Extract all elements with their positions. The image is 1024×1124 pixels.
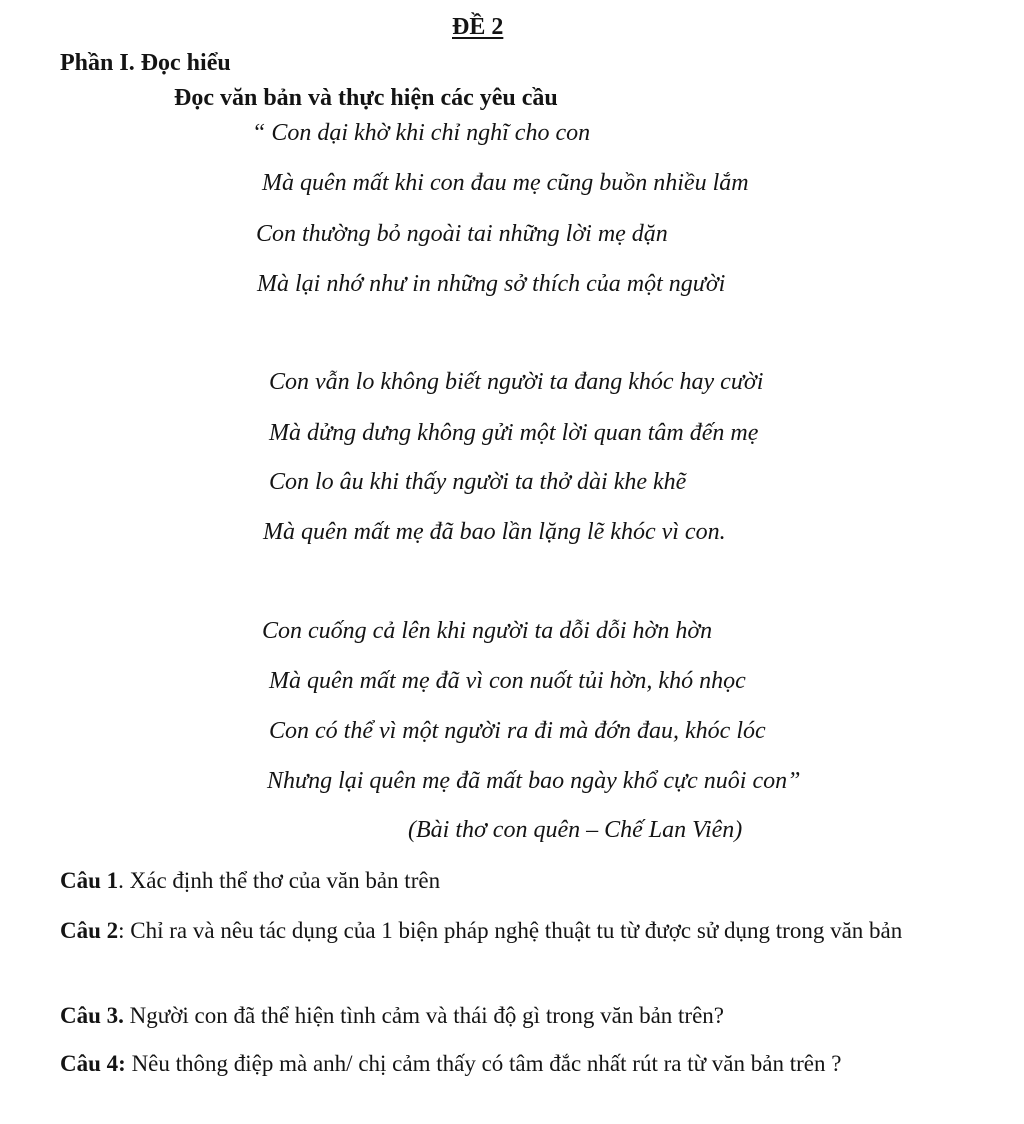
question-label: Câu 2 bbox=[60, 918, 119, 943]
exam-title: ĐỀ 2 bbox=[452, 14, 504, 40]
poem-line: Mà lại nhớ như in những sở thích của một người bbox=[257, 271, 726, 297]
poem-line: Con cuống cả lên khi người ta dỗi dỗi hờn hờn bbox=[262, 618, 713, 644]
question-label: Câu 1 bbox=[60, 868, 119, 893]
question-text: : Chỉ ra và nêu tác dụng của 1 biện pháp nghệ thuật tu từ được sử dụng trong văn bản bbox=[118, 918, 903, 943]
poem-line: Con lo âu khi thấy người ta thở dài khe khẽ bbox=[269, 469, 687, 495]
poem-source: (Bài thơ con quên – Chế Lan Viên) bbox=[408, 817, 743, 843]
question-text: Nêu thông điệp mà anh/ chị cảm thấy có tâm đắc nhất rút ra từ văn bản trên ? bbox=[125, 1051, 842, 1076]
question-2 bbox=[60, 913, 960, 949]
question-4 bbox=[60, 1051, 841, 1077]
section-heading: Phần I. Đọc hiểu bbox=[60, 50, 231, 76]
poem-line: Mà dửng dưng không gửi một lời quan tâm đến mẹ bbox=[269, 420, 759, 446]
poem-line: Con thường bỏ ngoài tai những lời mẹ dặn bbox=[256, 221, 668, 247]
question-label: Câu 4: bbox=[60, 1051, 126, 1076]
poem-line: Mà quên mất khi con đau mẹ cũng buồn nhiều lắm bbox=[262, 170, 749, 196]
poem-line: “ Con dại khờ khi chỉ nghĩ cho con bbox=[252, 120, 591, 146]
poem-line: Nhưng lại quên mẹ đã mất bao ngày khổ cực nuôi con” bbox=[267, 768, 801, 794]
question-text: . Xác định thể thơ của văn bản trên bbox=[118, 868, 441, 893]
poem-line: Mà quên mất mẹ đã vì con nuốt tủi hờn, khó nhọc bbox=[269, 668, 746, 694]
instruction-text: Đọc văn bản và thực hiện các yêu cầu bbox=[174, 85, 558, 111]
poem-line: Con có thể vì một người ra đi mà đớn đau, khóc lóc bbox=[269, 718, 766, 744]
poem-line: Con vẫn lo không biết người ta đang khóc hay cười bbox=[269, 369, 764, 395]
question-3 bbox=[60, 1003, 724, 1029]
poem-line: Mà quên mất mẹ đã bao lần lặng lẽ khóc vì con. bbox=[263, 519, 726, 545]
question-label: Câu 3. bbox=[60, 1003, 124, 1028]
question-text: Người con đã thể hiện tình cảm và thái độ gì trong văn bản trên? bbox=[123, 1003, 725, 1028]
question-1 bbox=[60, 868, 440, 894]
